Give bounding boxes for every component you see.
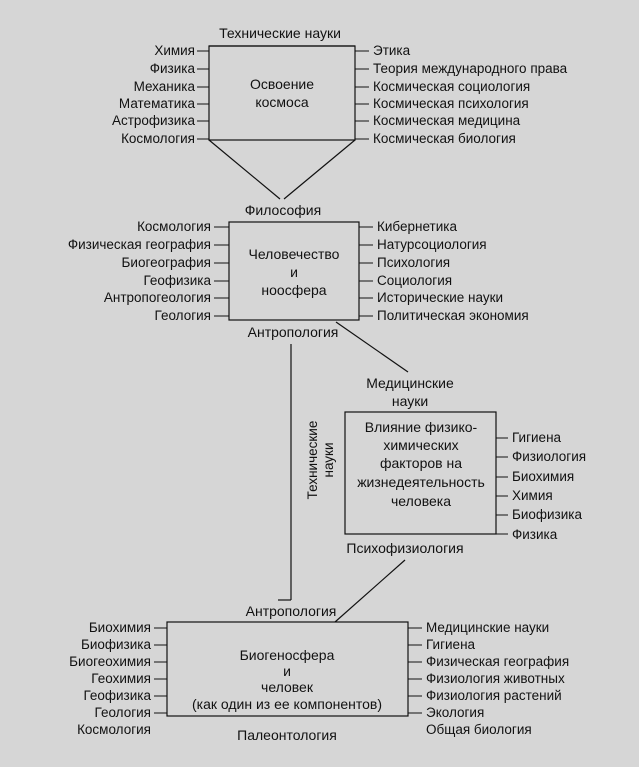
space-exploration-box xyxy=(209,46,355,140)
factors-line-5: человека xyxy=(390,493,452,509)
box4-left-item: Биохимия xyxy=(88,620,151,635)
box2-right-item: Натурсоциология xyxy=(377,237,487,252)
box1-left-item: Физика xyxy=(149,61,195,76)
diagonal-to-biogenosphere xyxy=(335,560,405,622)
humanity-line-3: ноосфера xyxy=(261,282,327,298)
biogenosphere-line-4: (как один из ее компонентов) xyxy=(191,696,383,712)
humanity-line-2: и xyxy=(290,264,298,280)
box4-left-item: Биогеохимия xyxy=(69,654,151,669)
anthropology-label-1: Антропология xyxy=(247,324,339,340)
funnel-line-right xyxy=(284,140,355,199)
box4-right-item: Физическая география xyxy=(426,654,570,669)
box2-right-list xyxy=(359,219,529,323)
diagonal-to-medical xyxy=(336,322,408,372)
box1-right-item: Космическая биология xyxy=(373,131,516,146)
medical-sciences-line-2: науки xyxy=(391,393,429,409)
factors-line-2: химических xyxy=(383,437,459,453)
box4-left-item: Геохимия xyxy=(91,671,151,686)
funnel-line-left xyxy=(209,140,280,199)
factors-line-3: факторов на xyxy=(379,455,463,471)
box1-right-item: Космическая медицина xyxy=(373,113,521,128)
box2-right-item: Исторические науки xyxy=(377,290,504,305)
box2-left-item: Геофизика xyxy=(143,273,211,288)
technical-sciences-vertical-2: науки xyxy=(321,442,336,478)
box4-left-item: Биофизика xyxy=(81,637,151,652)
box4-right-item: Гигиена xyxy=(426,637,476,652)
factors-line-1: Влияние физико- xyxy=(364,419,478,435)
box1-left-item: Химия xyxy=(154,43,195,58)
box2-left-item: Антропогеология xyxy=(103,290,211,305)
psychophysiology-label: Психофизиология xyxy=(346,540,464,556)
box1-left-item: Механика xyxy=(133,79,195,94)
box1-right-item: Этика xyxy=(373,43,411,58)
box4-right-list xyxy=(408,620,569,737)
box2-right-item: Кибернетика xyxy=(377,219,457,234)
box4-right-item: Физиология растений xyxy=(426,688,562,703)
box2-right-item: Политическая экономия xyxy=(377,308,529,323)
box1-right-list xyxy=(355,43,568,146)
box4-right-item: Медицинские науки xyxy=(426,620,550,635)
box3-right-item: Физика xyxy=(512,527,558,542)
box2-right-item: Социология xyxy=(377,273,453,288)
box1-right-item: Космическая психология xyxy=(373,96,529,111)
box3-right-item: Биохимия xyxy=(512,469,575,484)
paleontology-label: Палеонтология xyxy=(237,727,337,743)
top-header-label: Технические науки xyxy=(219,25,341,41)
box2-left-item: Физическая география xyxy=(67,237,211,252)
box2-left-item: Биогеография xyxy=(121,255,211,270)
box4-right-item: Экология xyxy=(426,705,485,720)
box3-right-item: Гигиена xyxy=(512,430,562,445)
box4-right-item: Общая биология xyxy=(426,722,532,737)
biogenosphere-line-1: Биогеносфера xyxy=(239,647,335,663)
factors-line-4: жизнедеятельность xyxy=(357,474,485,490)
anthropology-label-2: Антропология xyxy=(245,603,337,619)
box4-left-item: Космология xyxy=(77,722,151,737)
philosophy-label: Философия xyxy=(244,202,322,218)
biogenosphere-line-2: и xyxy=(283,663,291,679)
box2-left-item: Космология xyxy=(137,219,211,234)
box2-right-item: Психология xyxy=(377,255,451,270)
box3-right-item: Биофизика xyxy=(512,507,582,522)
box3-right-list xyxy=(496,430,586,542)
technical-sciences-vertical-1: Технические xyxy=(305,420,320,500)
box1-right-item: Теория международного права xyxy=(373,61,568,76)
box1-right-item: Космическая социология xyxy=(373,79,531,94)
box1-left-list xyxy=(112,43,209,146)
medical-sciences-line-1: Медицинские xyxy=(366,375,454,391)
box4-left-list xyxy=(69,620,167,737)
box3-right-item: Химия xyxy=(512,488,553,503)
box4-left-item: Геология xyxy=(94,705,151,720)
biogenosphere-line-3: человек xyxy=(261,679,313,695)
space-exploration-line-2: космоса xyxy=(255,94,309,110)
box2-left-item: Геология xyxy=(154,308,211,323)
box1-left-item: Математика xyxy=(118,96,195,111)
box1-left-item: Астрофизика xyxy=(111,113,195,128)
box2-left-list xyxy=(68,219,229,323)
box3-right-item: Физиология xyxy=(512,449,587,464)
box4-left-item: Геофизика xyxy=(83,688,151,703)
box4-right-item: Физиология животных xyxy=(426,671,565,686)
space-exploration-line-1: Освоение xyxy=(249,76,315,92)
box1-left-item: Космология xyxy=(121,131,195,146)
humanity-line-1: Человечество xyxy=(248,246,340,262)
